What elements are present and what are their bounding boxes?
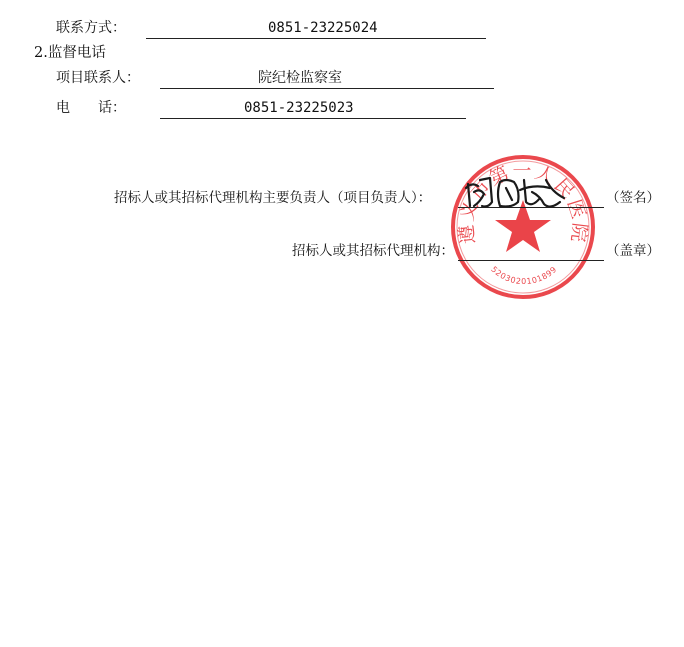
contact-label: 联系方式：: [56, 20, 126, 36]
signature-underline: [458, 207, 604, 208]
supervision-heading: 2.监督电话: [34, 45, 106, 61]
head-label: 招标人或其招标代理机构主要负责人（项目负责人）：: [114, 190, 432, 206]
head-suffix: （签名）: [606, 190, 660, 206]
phone-label: 电 话：: [56, 100, 126, 116]
seal-underline: [458, 260, 604, 261]
contact-underline: [146, 38, 486, 39]
org-label: 招标人或其招标代理机构：: [292, 243, 454, 259]
contact-value: 0851-23225024: [268, 20, 378, 36]
project-contact-label: 项目联系人：: [56, 70, 140, 86]
phone-value: 0851-23225023: [244, 100, 354, 116]
phone-underline: [160, 118, 466, 119]
svg-text:5203020101899: 5203020101899: [489, 264, 559, 287]
org-suffix: （盖章）: [606, 243, 660, 259]
project-contact-underline: [160, 88, 494, 89]
project-contact-value: 院纪检监察室: [258, 70, 342, 86]
svg-text:遵义市第一人民医院: 遵义市第一人民医院: [455, 159, 591, 246]
handwritten-signature-icon: [460, 172, 570, 216]
